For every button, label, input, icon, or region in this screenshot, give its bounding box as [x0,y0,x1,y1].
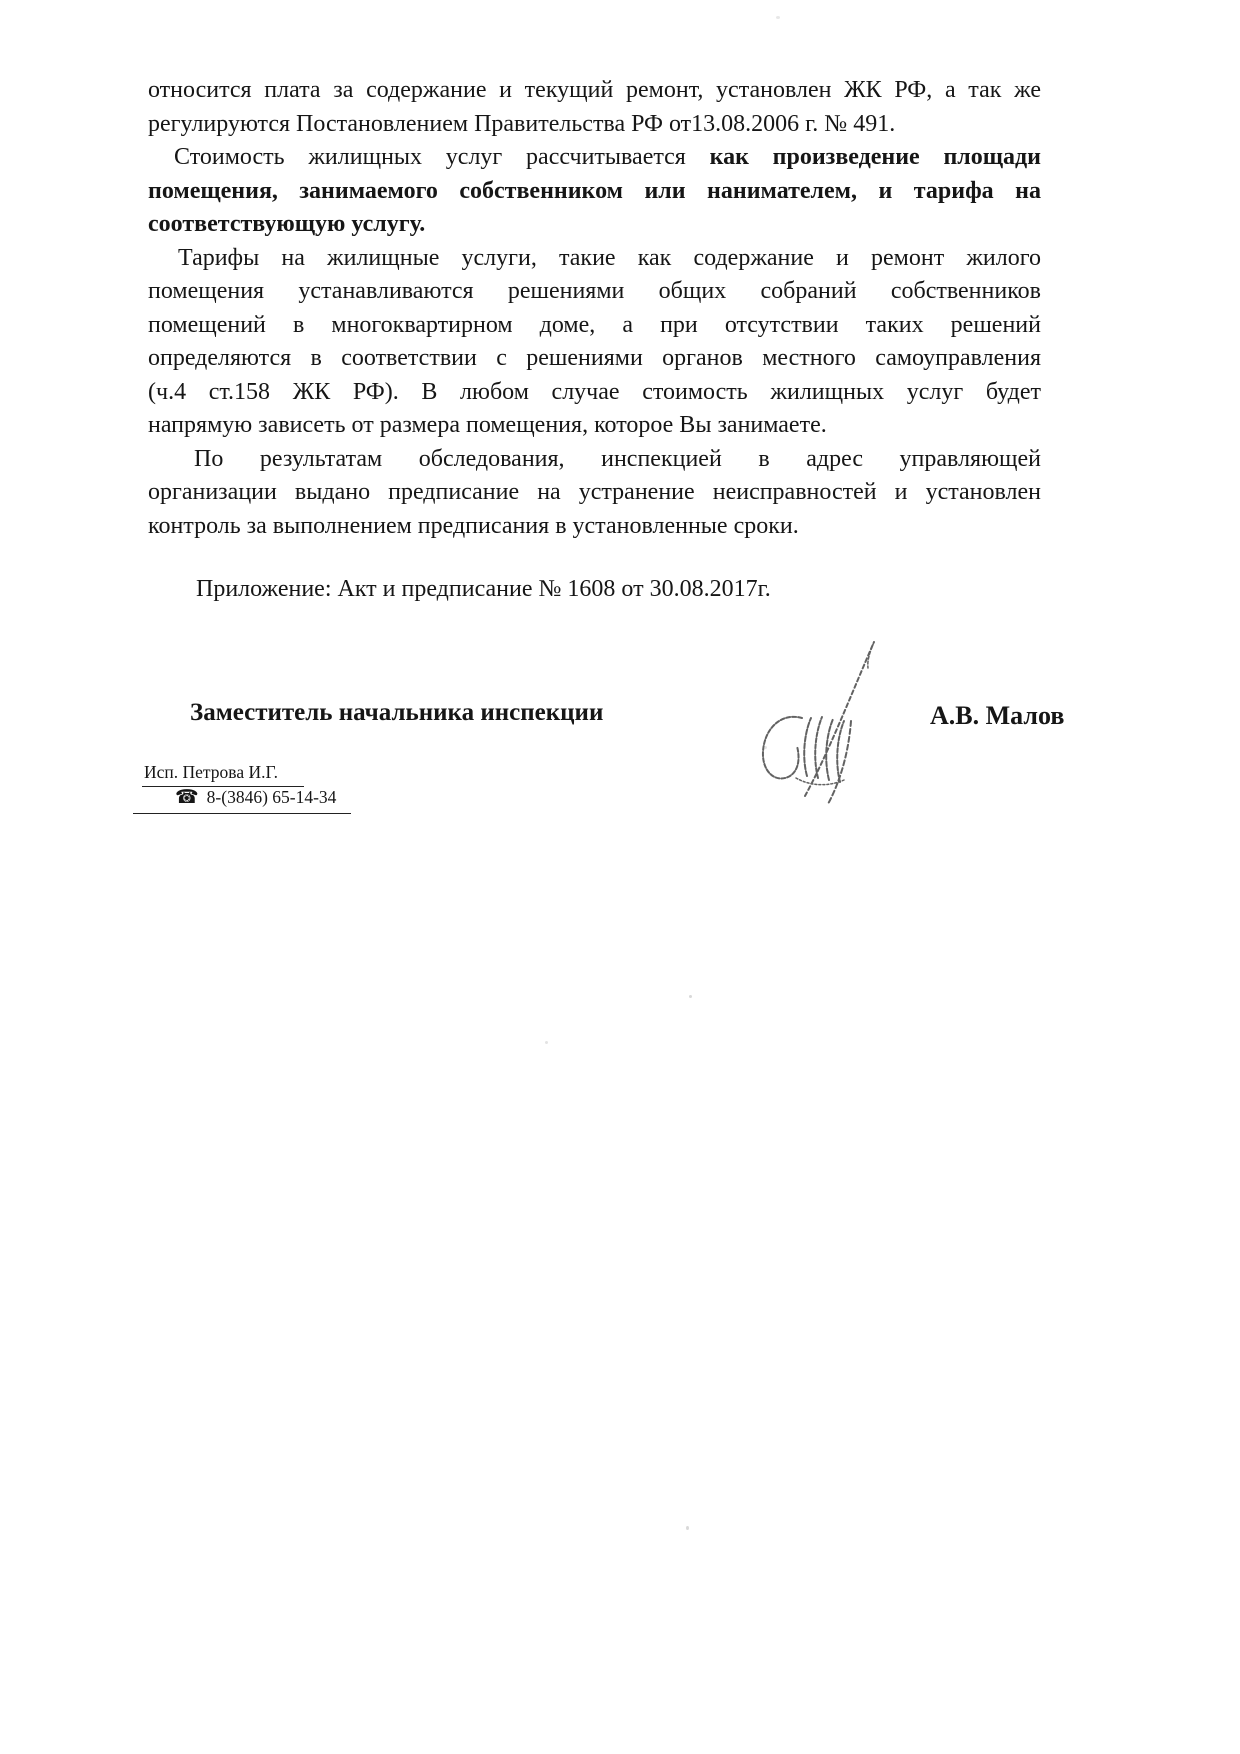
scan-artifact [764,746,767,749]
text-segment: относится плата за содержание и текущий ремонт, установлен ЖК РФ, а так же [148,77,1041,103]
scan-artifact [689,995,692,998]
text-line [148,443,1041,477]
text-line [148,510,1041,544]
phone-number: 8-(3846) 65-14-34 [206,787,337,807]
text-segment: организации выдано предписание на устранение неисправностей и установлен [148,479,1041,505]
scan-artifact [776,16,780,19]
text-line [148,476,1041,510]
executor-line: Исп. Петрова И.Г. [142,762,304,787]
text-segment: Тарифы на жилищные услуги, такие как содержание и ремонт жилого [178,244,1041,271]
telephone-icon: ☎ [175,787,199,808]
text-line [148,376,1041,410]
text-line [148,175,1041,209]
text-segment-bold: соответствующую услугу. [148,211,426,237]
text-segment: контроль за выполнением предписания в установленные сроки. [148,512,799,539]
text-segment: По результатам обследования, инспекцией в адрес управляющей [194,445,1041,472]
scan-artifact [686,1526,689,1530]
signature-scribble [750,626,900,816]
text-line [148,141,1041,175]
text-segment: определяются в соответствии с решениями органов местного самоуправления [148,345,1041,371]
phone-line [133,786,351,814]
text-segment: помещения устанавливаются решениями общих собраний собственников [148,278,1041,304]
text-line [148,108,1041,142]
text-segment: напрямую зависеть от размера помещения, которое Вы занимаете. [148,412,827,438]
text-line [148,74,1041,108]
text-segment: Стоимость жилищных услуг рассчитывается [174,144,710,170]
text-line [148,275,1041,309]
letter-body [148,74,1041,543]
text-line [148,309,1041,343]
scan-artifact [545,1041,548,1044]
signatory-name: А.В. Малов [930,701,1065,730]
attachment-line: Приложение: Акт и предписание № 1608 от 30.08.2017г. [196,576,771,602]
text-segment: (ч.4 ст.158 ЖК РФ). В любом случае стоимость жилищных услуг будет [148,378,1041,405]
text-segment-bold: помещения, занимаемого собственником или нанимателем, и тарифа на [148,177,1041,204]
text-segment-bold: как произведение площади [709,144,1041,170]
text-line [148,208,1041,242]
text-line [148,342,1041,376]
signatory-title: Заместитель начальника инспекции [190,699,604,726]
text-line [148,409,1041,443]
text-line [148,242,1041,276]
text-segment: помещений в многоквартирном доме, а при отсутствии таких решений [148,311,1041,338]
text-segment: регулируются Постановлением Правительства РФ от13.08.2006 г. № 491. [148,110,896,137]
